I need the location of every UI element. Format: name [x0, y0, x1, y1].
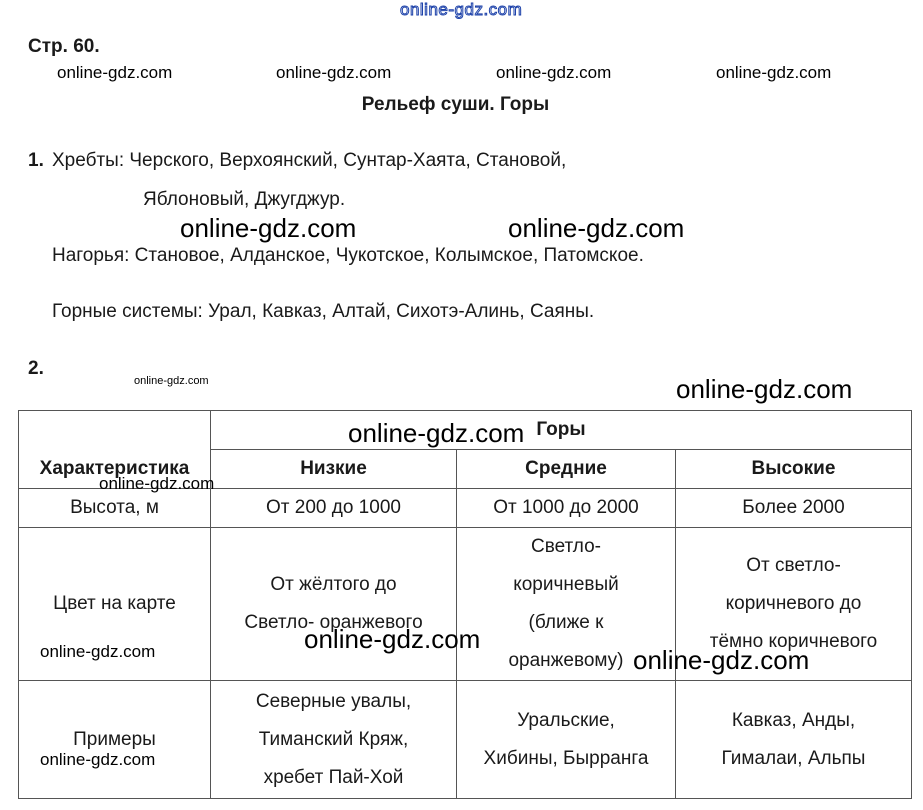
row-height-mid: От 1000 до 2000	[457, 489, 676, 528]
row-examples-high-line: Гималаи, Альпы	[721, 747, 866, 769]
watermark-mid-2: online-gdz.com	[508, 213, 685, 243]
ridges-line-1: Хребты: Черского, Верхоянский, Сунтар-Хаята, Становой,	[52, 150, 567, 171]
row-height-low: От 200 до 1000	[211, 489, 457, 528]
header-high: Высокие	[676, 450, 912, 489]
watermark-table-color: online-gdz.com	[40, 642, 156, 661]
watermark-row1-1: online-gdz.com	[57, 63, 173, 82]
row-examples-high-line: Кавказ, Анды,	[731, 709, 856, 731]
watermark-table-char: online-gdz.com	[99, 474, 215, 493]
row-examples-low	[211, 681, 457, 799]
table-row-examples	[19, 681, 912, 799]
watermark-right: online-gdz.com	[676, 374, 853, 404]
watermark-row1-2: online-gdz.com	[276, 63, 392, 82]
row-color-label: Цвет на карте	[19, 528, 211, 681]
watermark-row1-4: online-gdz.com	[716, 63, 832, 82]
watermark-row1-3: online-gdz.com	[496, 63, 612, 82]
row-color-low-line: Светло- оранжевого	[244, 612, 423, 633]
page-title: Рельеф суши. Горы	[361, 94, 550, 115]
row-color-high-line: коричневого до	[725, 593, 862, 614]
row-examples-low-line: Северные увалы,	[255, 690, 412, 712]
row-examples-mid-line: Уральские,	[517, 709, 615, 731]
mountain-systems-line: Горные системы: Урал, Кавказ, Алтай, Сихотэ-Алинь, Саяны.	[52, 301, 595, 322]
row-examples-mid-line: Хибины, Бырранга	[483, 747, 649, 769]
row-examples-label: Примеры	[19, 681, 211, 799]
highlands-line: Нагорья: Становое, Алданское, Чукотское, Колымское, Патомское.	[52, 245, 644, 266]
row-examples-high	[676, 681, 912, 799]
question-2-number: 2.	[28, 358, 44, 379]
header-low: Низкие	[211, 450, 457, 489]
row-color-low	[211, 528, 457, 681]
header-characteristic: Характеристика	[19, 411, 211, 489]
row-color-mid-line: оранжевому)	[508, 650, 624, 671]
row-height-high: Более 2000	[676, 489, 912, 528]
row-color-high-line: тёмно коричневого	[709, 631, 878, 652]
watermark-table-mid-low: online-gdz.com	[304, 624, 481, 654]
row-examples-low-line: Тиманский Кряж,	[258, 728, 409, 750]
mountains-table	[18, 410, 912, 799]
watermark-table-mid-high: online-gdz.com	[633, 645, 810, 675]
ridges-line-2: Яблоновый, Джугджур.	[143, 189, 346, 210]
row-height-label: Высота, м	[19, 489, 211, 528]
header-mid: Средние	[457, 450, 676, 489]
header-mountains: Горы	[211, 411, 912, 450]
row-color-mid-line: (ближе к	[528, 612, 604, 633]
watermark-table-examples: online-gdz.com	[40, 750, 156, 769]
page-label: Стр. 60.	[28, 36, 100, 57]
row-color-low-line: От жёлтого до	[270, 574, 397, 595]
row-color-mid-line: коричневый	[513, 574, 619, 595]
watermark-top: online-gdz.com	[400, 0, 523, 19]
row-examples-mid	[457, 681, 676, 799]
watermark-small: online-gdz.com	[134, 375, 209, 387]
row-color-mid-line: Светло-	[530, 536, 602, 557]
row-examples-low-line: хребет Пай-Хой	[263, 766, 404, 788]
table-row-height	[19, 489, 912, 528]
row-color-high-line: От светло-	[746, 555, 841, 576]
watermark-mid-1: online-gdz.com	[180, 213, 357, 243]
question-1-number: 1.	[28, 150, 44, 171]
watermark-table-header: online-gdz.com	[348, 418, 525, 448]
